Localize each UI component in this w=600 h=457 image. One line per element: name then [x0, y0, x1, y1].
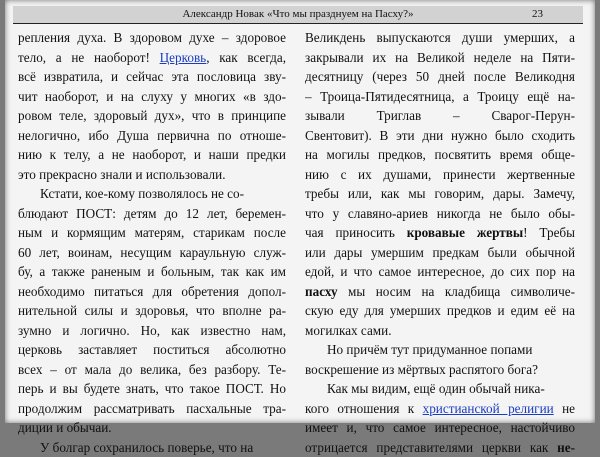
text-line: – Троица-Пятидесятница, а Троицу ещё на-	[305, 87, 575, 107]
running-header	[13, 6, 583, 24]
left-text-column	[18, 28, 286, 457]
text-line: всё извратила, и сейчас эта пословица зву-	[18, 67, 286, 87]
text-line: продолжим рассматривать пасхальные тра-	[18, 399, 286, 419]
text-line: диции и обычаи.	[18, 418, 286, 438]
text-line: У болгар сохранилось поверье, что на	[18, 438, 286, 457]
page-number: 23	[532, 6, 543, 23]
text-line: это прекрасно знали и использовали.	[18, 165, 286, 185]
text-line: ным и кормящим матерям, старикам после	[18, 223, 286, 243]
text-line: десятницу (через 50 дней после Великодня	[305, 67, 575, 87]
text-fragment: мы носим на кладбища символиче-	[338, 284, 575, 299]
text-line: что у славяно-ариев никогда не было обы-	[305, 204, 575, 224]
text-line: блюдают ПОСТ: детям до 12 лет, беремен-	[18, 204, 286, 224]
text-line: церковь заставляет поститься абсолютно	[18, 340, 286, 360]
text-line: на могилы предков, посвятить время обще-	[305, 145, 575, 165]
text-fragment: ! Требы	[523, 225, 575, 240]
text-line: могилках сами.	[305, 321, 575, 341]
bold-text: кровавые жертвы	[407, 225, 523, 240]
text-line: чит наоборот, и на слуху у многих «в здо-	[18, 87, 286, 107]
text-line: скую еду для умерших предков и едим её на	[305, 301, 575, 321]
bold-text: не-	[557, 440, 575, 455]
text-line: зывали Триглав – Сварог-Перун-	[305, 106, 575, 126]
text-line: имеет и, что самое интересное, настойчиво	[305, 418, 575, 438]
text-line: нию к телу, а не наоборот, и наши предки	[18, 145, 286, 165]
bold-text: пасху	[305, 284, 338, 299]
right-text-column	[305, 28, 575, 457]
text-line: требы или, как мы говорим, дары. Замечу,	[305, 184, 575, 204]
header-title: Александр Новак «Что мы празднуем на Пасху?»	[13, 6, 583, 23]
book-page	[5, 0, 595, 423]
text-line: Великдень выпускаются души умерших, а	[305, 28, 575, 48]
text-line: перь и вы будете знать, что такое ПОСТ. Но	[18, 379, 286, 399]
text-line	[305, 399, 575, 419]
text-line: всех – от мала до велика, без разбору. Те-	[18, 360, 286, 380]
text-line	[305, 438, 575, 457]
text-line	[305, 282, 575, 302]
text-line: зумно и логично. Но, как известно нам,	[18, 321, 286, 341]
text-line: репления духа. В здоровом духе – здоровое	[18, 28, 286, 48]
text-fragment: тело, а не наоборот!	[18, 50, 160, 65]
text-fragment: отрицается представителями церкви как	[305, 440, 557, 455]
text-fragment: чая приносить	[305, 225, 407, 240]
text-line: воскрешение из мёртвых распятого бога?	[305, 360, 575, 380]
text-line: нелогично, ибо Душа первична по отноше-	[18, 126, 286, 146]
text-line: закрывали их на Великой неделе на Пяти-	[305, 48, 575, 68]
text-line: едой, и что самое интересное, до сих пор на	[305, 262, 575, 282]
text-line: Но причём тут придуманное попами	[305, 340, 575, 360]
text-fragment: не	[554, 401, 575, 416]
text-line: необходимо питаться для обретения допол-	[18, 282, 286, 302]
text-line: бу, а также раненым и больным, так как им	[18, 262, 286, 282]
text-link[interactable]: Церковь	[160, 50, 207, 65]
text-line: ровом теле, здоровый дух», что в принципе	[18, 106, 286, 126]
text-line	[18, 48, 286, 68]
text-line: 60 лет, воинам, несущим караульную служ-	[18, 243, 286, 263]
text-line	[305, 223, 575, 243]
text-line: нительной силы и здоровья, что вполне ра-	[18, 301, 286, 321]
text-line: или дары умершим предкам были обычной	[305, 243, 575, 263]
text-line: Свентовит). В эти дни нужно было сходить	[305, 126, 575, 146]
text-link[interactable]: христианской религии	[423, 401, 554, 416]
text-fragment: кого отношения к	[305, 401, 423, 416]
text-fragment: , как всегда,	[206, 50, 286, 65]
text-line: Кстати, кое-кому позволялось не со-	[18, 184, 286, 204]
text-line: Как мы видим, ещё один обычай ника-	[305, 379, 575, 399]
text-line: нию с их душами, принести жертвенные	[305, 165, 575, 185]
